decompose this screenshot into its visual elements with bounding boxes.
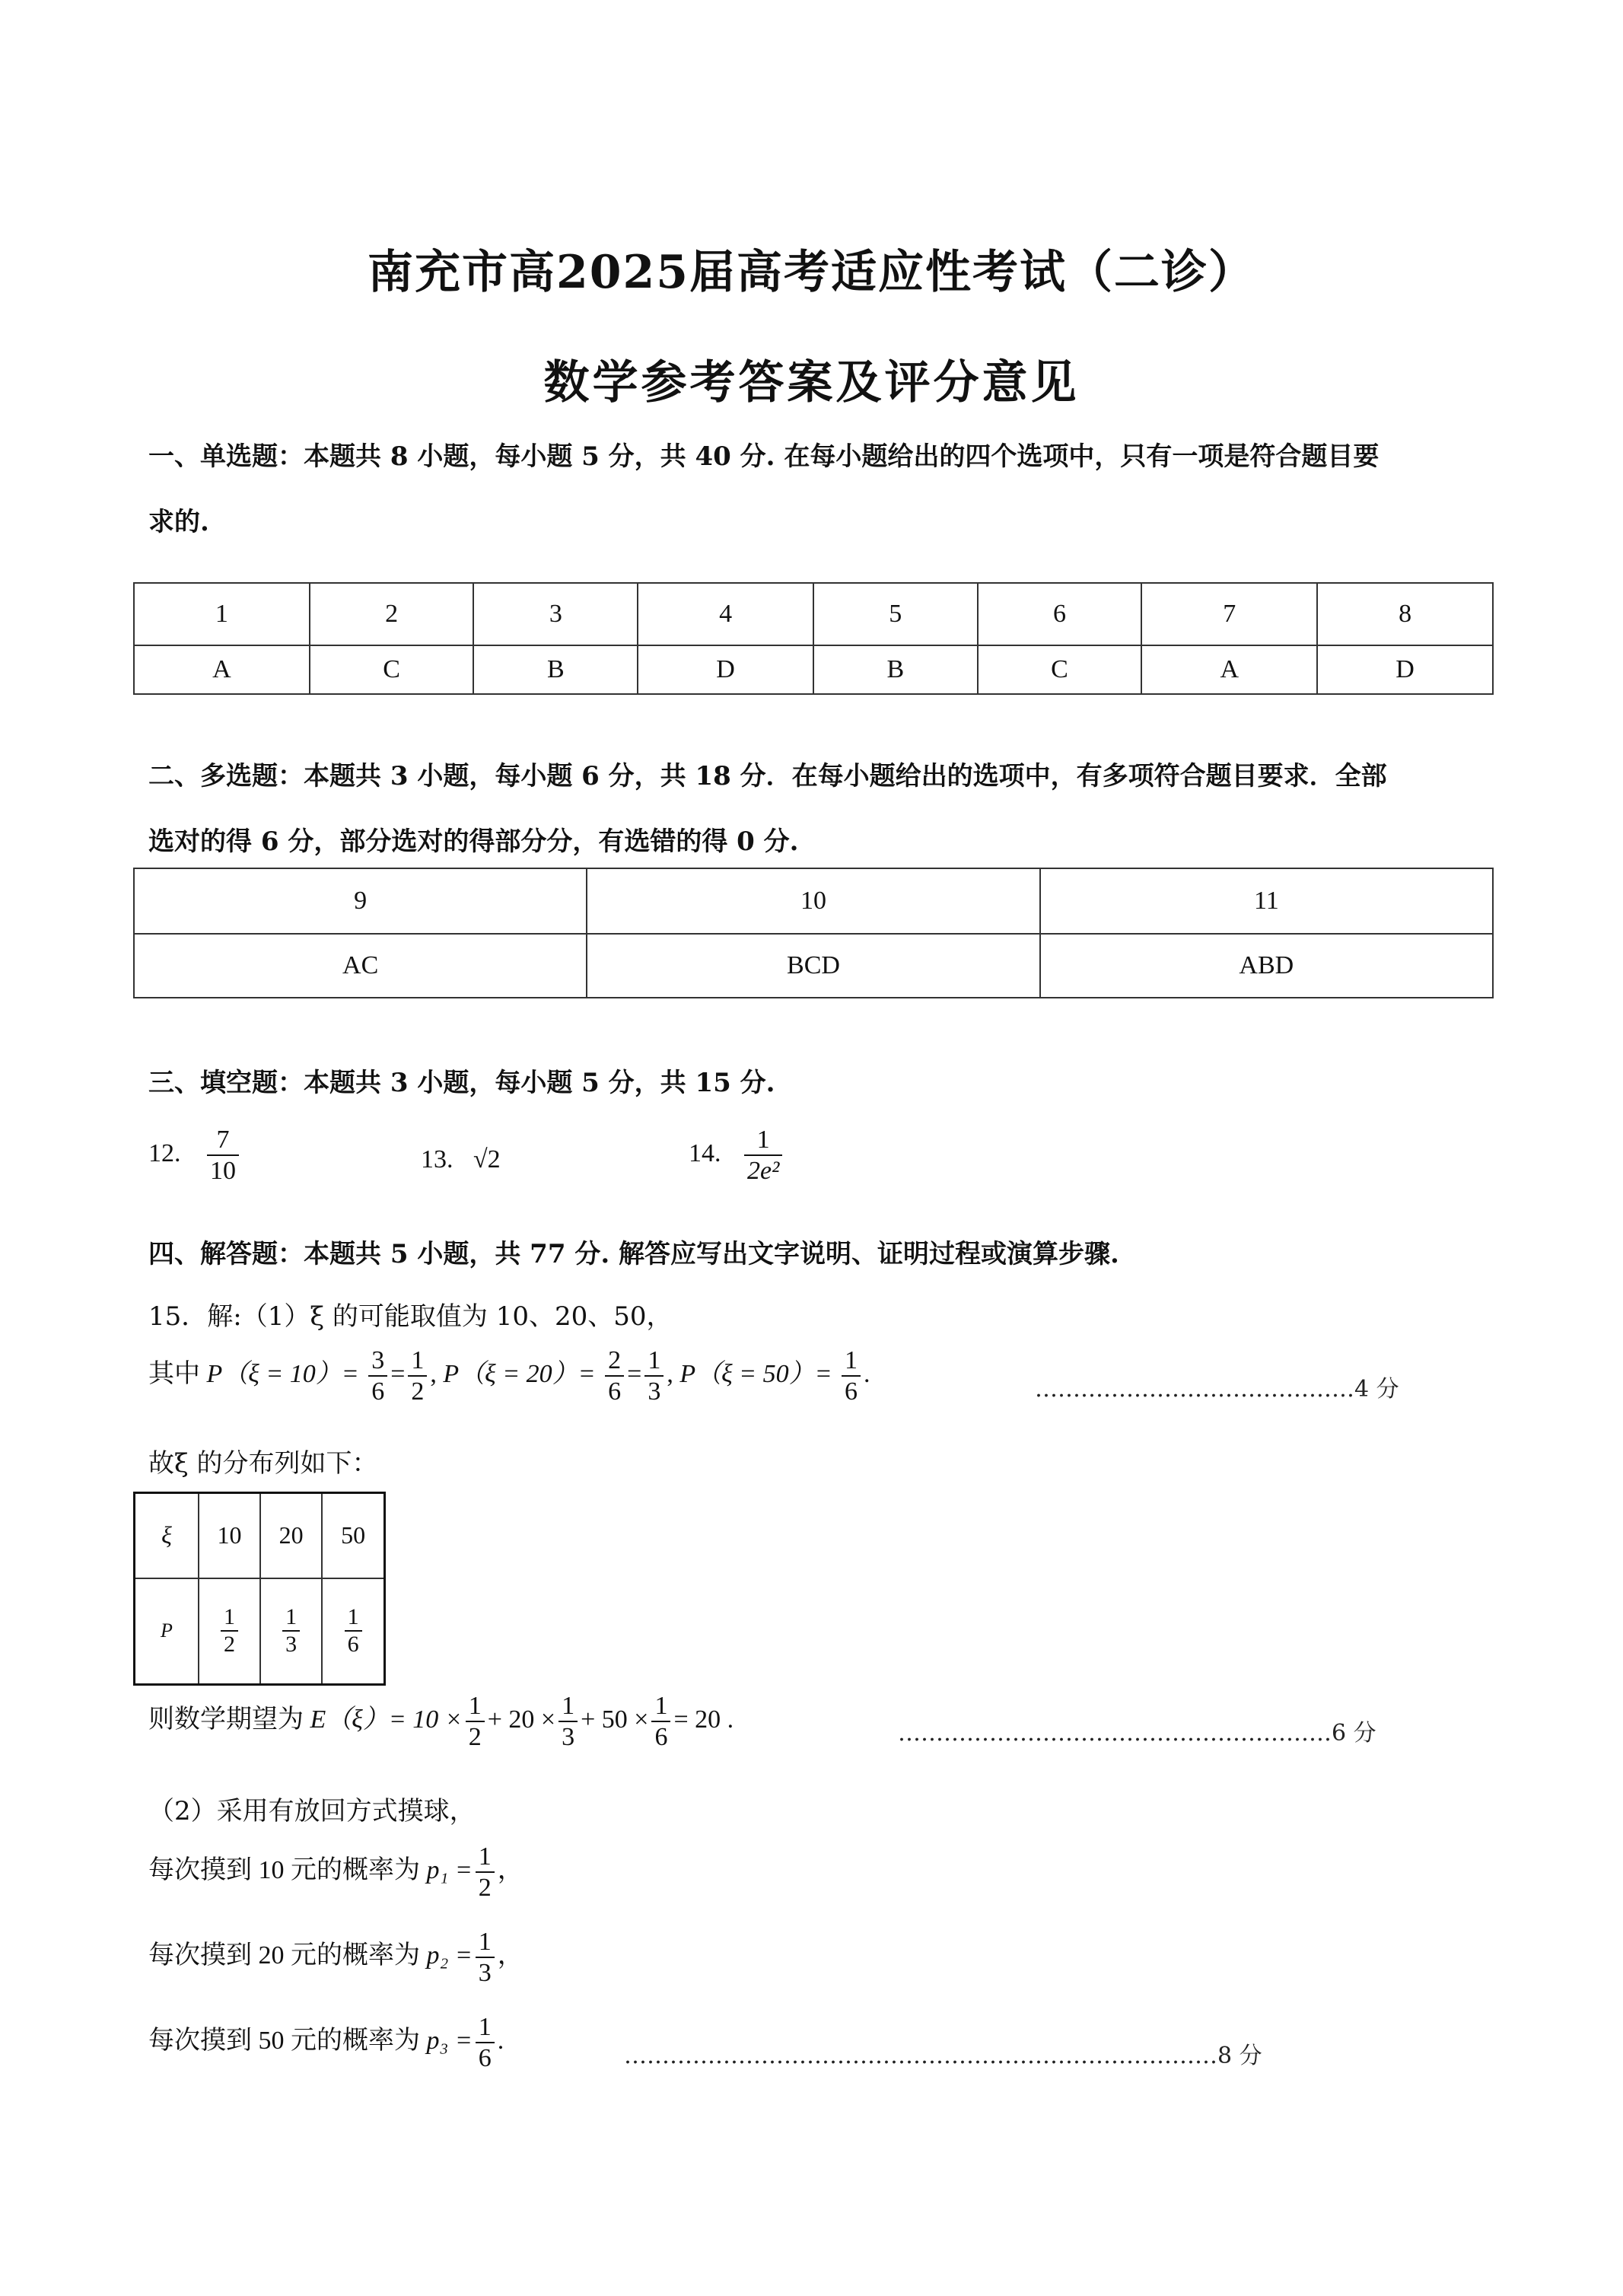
- answer-cell: C: [978, 645, 1142, 694]
- single-choice-answer-table: [133, 582, 1494, 695]
- fraction-numerator: 1: [651, 1691, 670, 1722]
- answer-13-label: 13.: [421, 1145, 453, 1173]
- fraction-denominator: 2: [478, 1874, 492, 1903]
- fraction-numerator: 1: [476, 1927, 495, 1958]
- p3-line: 每次摸到 50 元的概率为 p₃ = $\frac{1}{6}$ .: [148, 2013, 504, 2073]
- section1-heading-line1: 一、单选题：本题共 8 小题，每小题 5 分，共 40 分. 在每小题给出的四个选项中，只有一项是符合题目要: [148, 441, 1380, 472]
- question-number: 4: [638, 583, 813, 645]
- question-number: 8: [1317, 583, 1493, 645]
- p50-fraction: [842, 1345, 861, 1406]
- question-number: 5: [813, 583, 978, 645]
- section2-heading-line1: 二、多选题：本题共 3 小题，每小题 6 分，共 18 分．在每小题给出的选项中，有多项符合题目要求．全部: [148, 761, 1387, 791]
- question-number: 10: [587, 868, 1039, 934]
- p10-fraction-a: [368, 1345, 387, 1406]
- distribution-intro: 故ξ 的分布列如下：: [148, 1448, 378, 1479]
- section2-heading-line2: 选对的得 6 分，部分选对的得部分分，有选错的得 0 分.: [148, 826, 799, 857]
- fraction-numerator: 7: [207, 1125, 239, 1156]
- fraction-denominator: 6: [608, 1377, 622, 1406]
- fraction-numerator: 1: [744, 1125, 782, 1156]
- multi-choice-answer-table: [133, 868, 1494, 998]
- p20-fraction-a: [605, 1345, 624, 1406]
- p1-line: 每次摸到 10 元的概率为 p₁ = $\frac{1}{2}$ ，: [148, 1842, 523, 1903]
- distribution-table: [133, 1492, 386, 1686]
- prob-cell: [322, 1578, 384, 1685]
- answer-12-label: 12.: [148, 1138, 181, 1167]
- fraction-denominator: 6: [371, 1377, 385, 1406]
- p3-fraction: [476, 2012, 495, 2073]
- question-number: 1: [134, 583, 310, 645]
- question-number-row: [134, 583, 1493, 645]
- expectation-prefix: 则数学期望为: [148, 1705, 304, 1734]
- answer-13: [421, 1145, 501, 1174]
- prob-fraction: [345, 1604, 362, 1658]
- expectation-term: + 20 ×: [487, 1705, 556, 1734]
- answer-cell: A: [1141, 645, 1317, 694]
- question-number: 9: [134, 868, 587, 934]
- answer-cell: BCD: [587, 934, 1039, 998]
- answer-14-label: 14.: [689, 1138, 721, 1167]
- section4-heading: 四、解答题：本题共 5 小题，共 77 分. 解答应写出文字说明、证明过程或演算步骤.: [148, 1239, 1119, 1269]
- fraction-denominator: 3: [562, 1723, 575, 1752]
- p2-fraction: [476, 1927, 495, 1988]
- prob-fraction: [282, 1604, 300, 1658]
- fraction-denominator: 6: [654, 1723, 668, 1752]
- p10-lhs: P（ξ = 10）=: [206, 1359, 359, 1388]
- score-marker-4: ……………………………………4 分: [1035, 1376, 1399, 1403]
- answer-cell: B: [473, 645, 638, 694]
- fraction-numerator: 3: [368, 1345, 387, 1377]
- expectation-fraction: [559, 1691, 578, 1752]
- fraction-denominator: 6: [347, 1632, 359, 1658]
- answer-row: [134, 934, 1493, 998]
- answer-cell: C: [310, 645, 474, 694]
- fraction-numerator: 1: [221, 1604, 238, 1632]
- xi-value: 20: [260, 1493, 322, 1578]
- answer-13-value: √2: [473, 1145, 501, 1173]
- fraction-numerator: 1: [408, 1345, 427, 1377]
- fraction-denominator: 6: [845, 1377, 858, 1406]
- expectation-lhs: E（ξ）= 10 ×: [310, 1705, 463, 1734]
- question-number: 2: [310, 583, 474, 645]
- score-marker-6: …………………………………………………6 分: [898, 1720, 1376, 1747]
- p-label: P: [135, 1578, 199, 1685]
- fraction-numerator: 1: [345, 1604, 362, 1632]
- question-number: 3: [473, 583, 638, 645]
- p1-symbol: p₁ =: [426, 1855, 473, 1884]
- fraction-numerator: 2: [605, 1345, 624, 1377]
- question-number: 11: [1040, 868, 1493, 934]
- prob-row: [135, 1578, 385, 1685]
- xi-label: ξ: [135, 1493, 199, 1578]
- p3-symbol: p₃ =: [426, 2026, 473, 2055]
- expectation-result: = 20 .: [673, 1705, 734, 1734]
- answer-14-fraction: [744, 1125, 782, 1186]
- fraction-numerator: 1: [282, 1604, 300, 1632]
- expectation-fraction: [466, 1691, 485, 1752]
- xi-value: 50: [322, 1493, 384, 1578]
- section1-heading-line2: 求的.: [148, 507, 209, 537]
- expectation-fraction: [651, 1691, 670, 1752]
- answer-cell: A: [134, 645, 310, 694]
- q15-intro: 15．解:（1）ξ 的可能取值为 10、20、50，: [148, 1301, 673, 1332]
- prob-cell: [260, 1578, 322, 1685]
- fraction-denominator: 3: [285, 1632, 298, 1658]
- p10-fraction-b: [408, 1345, 427, 1406]
- part2-intro: （2）采用有放回方式摸球，: [148, 1796, 476, 1826]
- answer-row: [134, 645, 1493, 694]
- question-number-row: [134, 868, 1493, 934]
- p2-symbol: p₂ =: [426, 1941, 473, 1970]
- answer-cell: D: [1317, 645, 1493, 694]
- xi-row: [135, 1493, 385, 1578]
- expectation-line: [148, 1691, 734, 1752]
- fraction-denominator: 2: [224, 1632, 236, 1658]
- fraction-denominator: 3: [478, 1959, 492, 1988]
- fraction-numerator: 1: [644, 1345, 664, 1377]
- fraction-denominator: 2: [468, 1723, 482, 1752]
- fraction-denominator: 2e²: [747, 1157, 780, 1186]
- fraction-numerator: 1: [559, 1691, 578, 1722]
- page-title: 南充市高2025届高考适应性考试（二诊）: [368, 246, 1255, 299]
- expectation-term: + 50 ×: [581, 1705, 649, 1734]
- p3-text: 每次摸到 50 元的概率为: [148, 2026, 420, 2055]
- fraction-denominator: 2: [411, 1377, 425, 1406]
- p20-lhs: P（ξ = 20）=: [443, 1359, 596, 1388]
- fraction-numerator: 1: [842, 1345, 861, 1377]
- prob-fraction: [221, 1604, 238, 1658]
- fraction-numerator: 1: [466, 1691, 485, 1722]
- p1-text: 每次摸到 10 元的概率为: [148, 1855, 420, 1884]
- answer-14: [689, 1125, 785, 1186]
- prob-cell: [199, 1578, 260, 1685]
- p2-text: 每次摸到 20 元的概率为: [148, 1941, 420, 1970]
- probability-line: 其中 P（ξ = 10）= $\frac{3}{6}$ = $\frac{1}{2}$ , P（ξ = 20）= $\frac{2}{6}$ = $\frac{1}{3}$ , P（ξ = 50）= $\frac{1}{6}$ .: [148, 1346, 870, 1406]
- answer-cell: ABD: [1040, 934, 1493, 998]
- page-subtitle: 数学参考答案及评分意见: [543, 356, 1080, 409]
- fraction-denominator: 10: [210, 1157, 236, 1186]
- answer-cell: D: [638, 645, 813, 694]
- question-number: 7: [1141, 583, 1317, 645]
- p50-lhs: P（ξ = 50）=: [679, 1359, 832, 1388]
- answer-cell: B: [813, 645, 978, 694]
- section3-heading: 三、填空题：本题共 3 小题，每小题 5 分，共 15 分.: [148, 1068, 775, 1098]
- prob-prefix: 其中: [148, 1359, 200, 1388]
- fraction-numerator: 1: [476, 2012, 495, 2043]
- score-marker-8: ……………………………………………………………………8 分: [624, 2043, 1262, 2069]
- p1-fraction: [476, 1842, 495, 1903]
- answer-12-fraction: [207, 1125, 239, 1186]
- answer-cell: AC: [134, 934, 587, 998]
- answer-12: [148, 1125, 242, 1186]
- fraction-denominator: 3: [648, 1377, 661, 1406]
- p2-line: 每次摸到 20 元的概率为 p₂ = $\frac{1}{3}$ ，: [148, 1928, 523, 1988]
- question-number: 6: [978, 583, 1142, 645]
- fraction-denominator: 6: [478, 2044, 492, 2073]
- fraction-numerator: 1: [476, 1842, 495, 1873]
- xi-value: 10: [199, 1493, 260, 1578]
- p20-fraction-b: [644, 1345, 664, 1406]
